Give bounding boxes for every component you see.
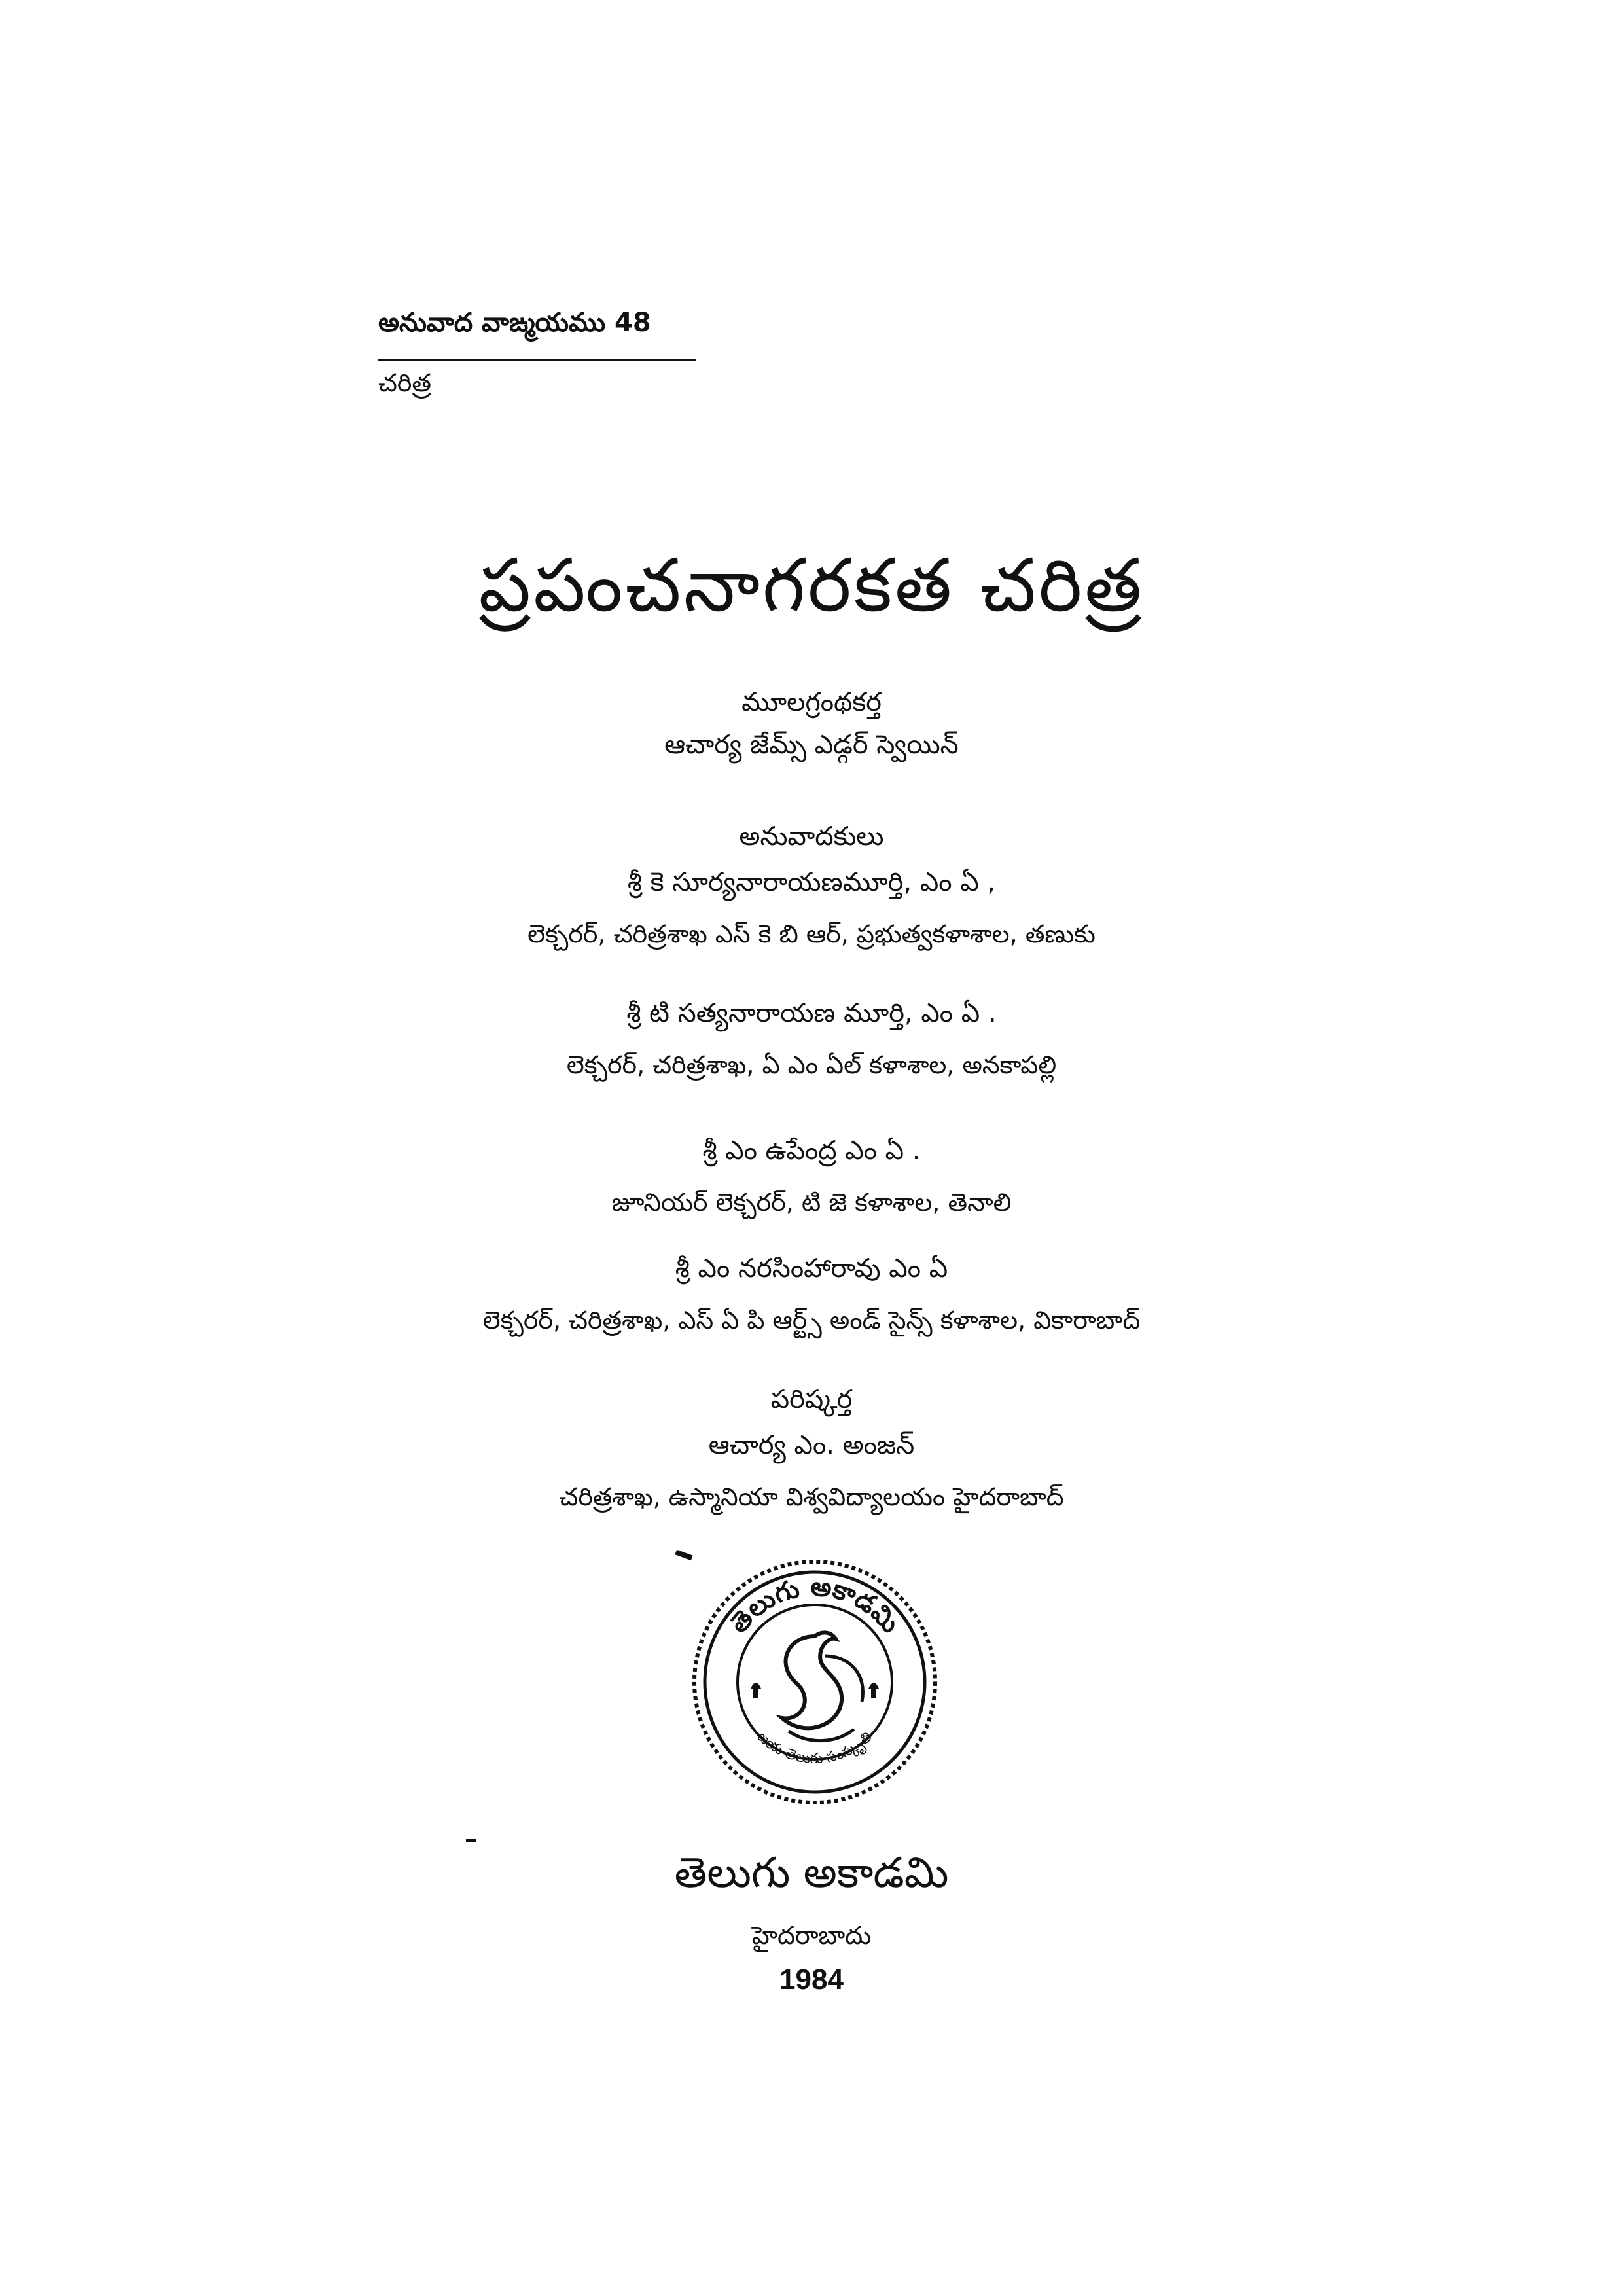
original-author-name: ఆచార్య జేమ్స్ ఎడ్గర్ స్వెయిన్ bbox=[664, 730, 959, 760]
publisher-city: హైదరాబాదు bbox=[751, 1921, 872, 1950]
editor-name: ఆచార్య ఎం. అంజన్ bbox=[708, 1430, 915, 1460]
translator-4-name: శ్రీ ఎం నరసింహారావు ఎం ఏ bbox=[675, 1253, 948, 1283]
svg-text:జయ తెలుగు సంస్కృతి bbox=[754, 1729, 875, 1767]
translator-3-name: శ్రీ ఎం ఉపేంద్ర ఎం ఏ . bbox=[702, 1136, 921, 1166]
translator-2-affiliation: లెక్చరర్, చరిత్రశాఖ, ఏ ఎం ఏల్ కళాశాల, అనకాపల్లి bbox=[566, 1050, 1057, 1079]
editor-label: పరిష్కర్త bbox=[770, 1384, 853, 1414]
translator-3-affiliation: జూనియర్ లెక్చరర్, టి జె కళాశాల, తెనాలి bbox=[611, 1188, 1012, 1217]
publisher-name: తెలుగు అకాడమి bbox=[674, 1849, 949, 1897]
series-block bbox=[378, 308, 692, 404]
translator-1-name: శ్రీ కె సూర్యనారాయణమూర్తి, ఎం ఏ , bbox=[627, 867, 996, 897]
publication-year: 1984 bbox=[779, 1964, 844, 1996]
series-divider bbox=[378, 359, 696, 361]
book-title: ప్రపంచనాగరకత చరిత్ర bbox=[478, 543, 1145, 628]
seal-bottom-text: జయ తెలుగు సంస్కృతి bbox=[754, 1729, 876, 1767]
editor-affiliation: చరిత్రశాఖ, ఉస్మానియా విశ్వవిద్యాలయం హైదరాబాద్ bbox=[559, 1482, 1064, 1511]
translator-4-affiliation: లెక్చరర్, చరిత్రశాఖ, ఎస్ ఏ పి ఆర్ట్స్ అండ్ సైన్స్ కళాశాల, వికారాబాద్ bbox=[482, 1306, 1141, 1335]
translator-1-affiliation: లెక్చరర్, చరిత్రశాఖ ఎస్ కె బి ఆర్, ప్రభుత్వకళాశాల, తణుకు bbox=[527, 920, 1096, 948]
translator-2-name: శ్రీ టి సత్యనారాయణ మూర్తి, ఎం ఏ . bbox=[626, 998, 997, 1028]
print-mark bbox=[466, 1839, 476, 1842]
series-line: అనువాద వాఙ్మయము 48 bbox=[378, 308, 651, 338]
original-author-label: మూలగ్రంథకర్త bbox=[741, 687, 882, 717]
seal-top-text: తెలుగు అకాడమి bbox=[723, 1571, 906, 1640]
academy-seal-logo bbox=[690, 1558, 939, 1806]
series-subject: చరిత్ర bbox=[378, 368, 431, 397]
translators-label: అనువాదకులు bbox=[739, 821, 884, 852]
